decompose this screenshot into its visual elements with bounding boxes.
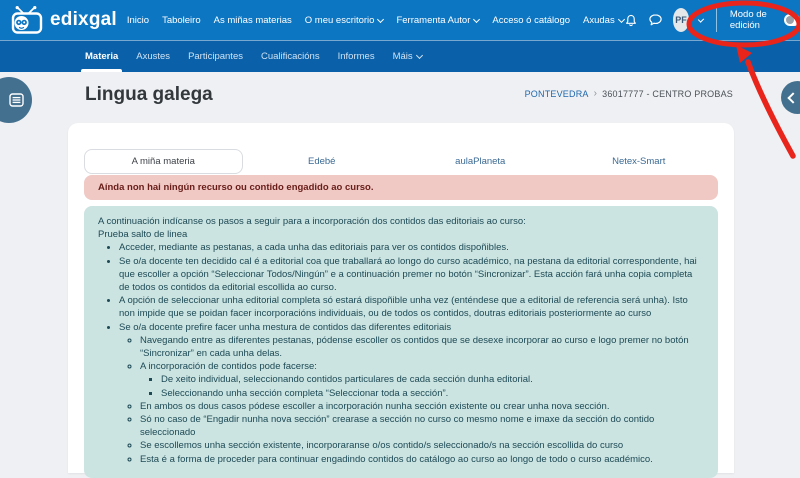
chevron-left-icon bbox=[787, 92, 798, 103]
editorial-tabs bbox=[84, 149, 718, 174]
nav-item-acceso-o-catalogo[interactable]: Acceso ó catálogo bbox=[492, 14, 571, 26]
instruction-item: ▪ Seleccionando unha sección completa “Seleccionar toda a sección”. bbox=[161, 387, 704, 400]
brand-name: edixgal bbox=[50, 9, 117, 30]
course-content-card bbox=[68, 123, 734, 473]
nav-item-o-meu-escritorio[interactable]: O meu escritorio bbox=[305, 15, 384, 26]
topbar-right-cluster bbox=[624, 8, 800, 32]
instructions-list bbox=[98, 241, 704, 465]
chevron-down-icon bbox=[473, 15, 480, 22]
instruction-item: ◦ Só no caso de “Engadir nunha nova sección” crearase a sección no curso co mesmo nome e imaxe da sección do contido seleccionado bbox=[140, 413, 704, 439]
instruction-item: ▪ De xeito individual, seleccionando contidos particulares de cada sección dunha editorial. bbox=[161, 373, 704, 386]
instructions-sublist bbox=[119, 334, 704, 466]
course-index-icon bbox=[9, 93, 24, 107]
tab-netex-smart[interactable]: Netex-Smart bbox=[612, 156, 666, 167]
user-avatar[interactable]: PF bbox=[673, 8, 690, 32]
course-tab-axustes[interactable]: Axustes bbox=[136, 51, 171, 62]
instructions-box bbox=[84, 206, 718, 478]
instructions-intro-line: Prueba salto de linea bbox=[98, 229, 188, 241]
chevron-down-icon bbox=[377, 15, 384, 22]
instruction-item: ◦ Esta é a forma de proceder para continuar engadindo contidos do catálogo ao curso ao longo de todo o curso académico. bbox=[140, 453, 704, 466]
course-tab-informes[interactable]: Informes bbox=[337, 51, 375, 62]
nav-item-as-minas-materias[interactable]: As miñas materias bbox=[213, 14, 292, 26]
course-navbar bbox=[0, 40, 800, 72]
instructions-intro-line: A continuación indícanse os pasos a seguir para a incorporación dos contidos das editoriais ao curso: bbox=[98, 216, 526, 227]
edit-mode-control bbox=[730, 9, 800, 31]
breadcrumb bbox=[525, 88, 733, 99]
edixgal-logo[interactable] bbox=[10, 5, 117, 35]
course-tab-mais[interactable]: Máis bbox=[393, 41, 422, 72]
tab-a-mina-materia[interactable]: A miña materia bbox=[84, 149, 243, 174]
instruction-item: • Se o/a docente prefire facer unha mestura de contidos das diferentes editoriais ◦ Navegando entre as diferentes pestanas, pódense escoller os contidos que se desexe incorporar ao curso e logo premer no botón “Sincronizar” en cada unha delas. ◦ A incorporación de contidos pode facerse: ▪ De xeito individual, seleccionando contidos particulares de cada sección dunha editorial. ▪ Seleccionando unha sección completa “Seleccionar toda a sección”. ◦ En ambos os dous casos pódese escoller a incorporación nunha sección existente ou crear unha nova sección. ◦ Só no caso de “Engadir nunha nova sección” crearase a sección no curso co mesmo nome e imaxe da sección do contido seleccionado ◦ Se escollemos unha sección existente, incorporaranse o/os contido/s seleccionado/s na sección escollida do curso ◦ Esta é a forma de proceder para continuar engadindo contidos do catálogo ao curso ao longo de todo o curso académico. bbox=[119, 321, 704, 466]
breadcrumb-separator: › bbox=[593, 88, 598, 99]
instruction-item: ◦ Navegando entre as diferentes pestanas, pódense escoller os contidos que se desexe incorporar ao curso e logo premer no botón “Sincronizar” en cada unha delas. bbox=[140, 334, 704, 360]
breadcrumb-category-link[interactable]: PONTEVEDRA bbox=[524, 88, 589, 99]
breadcrumb-current: 36017777 - CENTRO PROBAS bbox=[602, 88, 733, 99]
edit-mode-toggle[interactable] bbox=[784, 14, 799, 26]
toggle-knob bbox=[786, 16, 794, 24]
block-drawer-toggle[interactable] bbox=[781, 81, 800, 114]
tab-edebe[interactable]: Edebé bbox=[308, 156, 336, 167]
no-content-alert: Aínda non hai ningún recurso ou contido engadido ao curso. bbox=[84, 175, 718, 200]
user-menu-chevron-icon[interactable] bbox=[698, 16, 704, 22]
notifications-bell-icon[interactable] bbox=[624, 13, 638, 28]
messages-icon[interactable] bbox=[648, 13, 663, 27]
instruction-item: ◦ Se escollemos unha sección existente, incorporaranse o/os contido/s seleccionado/s na sección escollida do curso bbox=[140, 439, 704, 452]
instructions-subsublist bbox=[140, 373, 704, 399]
edixgal-logo-icon bbox=[10, 5, 44, 35]
edit-mode-label: Modo de edición bbox=[729, 9, 767, 31]
course-index-drawer-toggle[interactable] bbox=[0, 77, 32, 123]
instruction-item: • Acceder, mediante as pestanas, a cada unha das editoriais para ver os contidos dispoñibles. bbox=[119, 241, 704, 254]
instruction-item: ◦ A incorporación de contidos pode facerse: ▪ De xeito individual, seleccionando contidos particulares de cada sección dunha editorial. ▪ Seleccionando unha sección completa “Seleccionar toda a sección”. bbox=[140, 360, 704, 400]
tab-aulaplaneta[interactable]: aulaPlaneta bbox=[455, 156, 506, 167]
nav-item-inicio[interactable]: Inicio bbox=[126, 14, 150, 26]
instruction-item: • Se o/a docente ten decidido cal é a editorial coa que traballará ao longo do curso académico, na pestana da editorial correspondente, hai que escoller a opción “Seleccionar Todos/Ningún” e a continuación premer no botón “Sincronizar”. Esta acción fará unha copia completa de todos os contidos da editorial escollida ao curso. bbox=[119, 255, 704, 295]
instruction-item: • A opción de seleccionar unha editorial completa só estará dispoñible unha vez (enténdese que a editorial de referencia será unha). Isto non impide que se poidan facer incorporacións individuais, ou de todos os contidos, doutras editoriais posteriormente ao curso bbox=[119, 294, 704, 320]
chevron-down-icon bbox=[416, 52, 423, 59]
nav-item-taboleiro[interactable]: Taboleiro bbox=[162, 14, 201, 26]
top-navbar bbox=[0, 0, 800, 40]
page-title: Lingua galega bbox=[85, 84, 213, 105]
primary-nav bbox=[127, 15, 624, 26]
instruction-item: ◦ En ambos os dous casos pódese escoller a incorporación nunha sección existente ou crear unha nova sección. bbox=[140, 400, 704, 413]
nav-item-axudas[interactable]: Axudas bbox=[583, 15, 624, 26]
topbar-divider bbox=[716, 8, 717, 32]
course-tab-participantes[interactable]: Participantes bbox=[188, 51, 243, 62]
course-tab-materia[interactable]: Materia bbox=[85, 41, 118, 72]
nav-item-ferramenta-autor[interactable]: Ferramenta Autor bbox=[396, 15, 479, 26]
course-tab-cualificacions[interactable]: Cualificacións bbox=[260, 51, 320, 62]
